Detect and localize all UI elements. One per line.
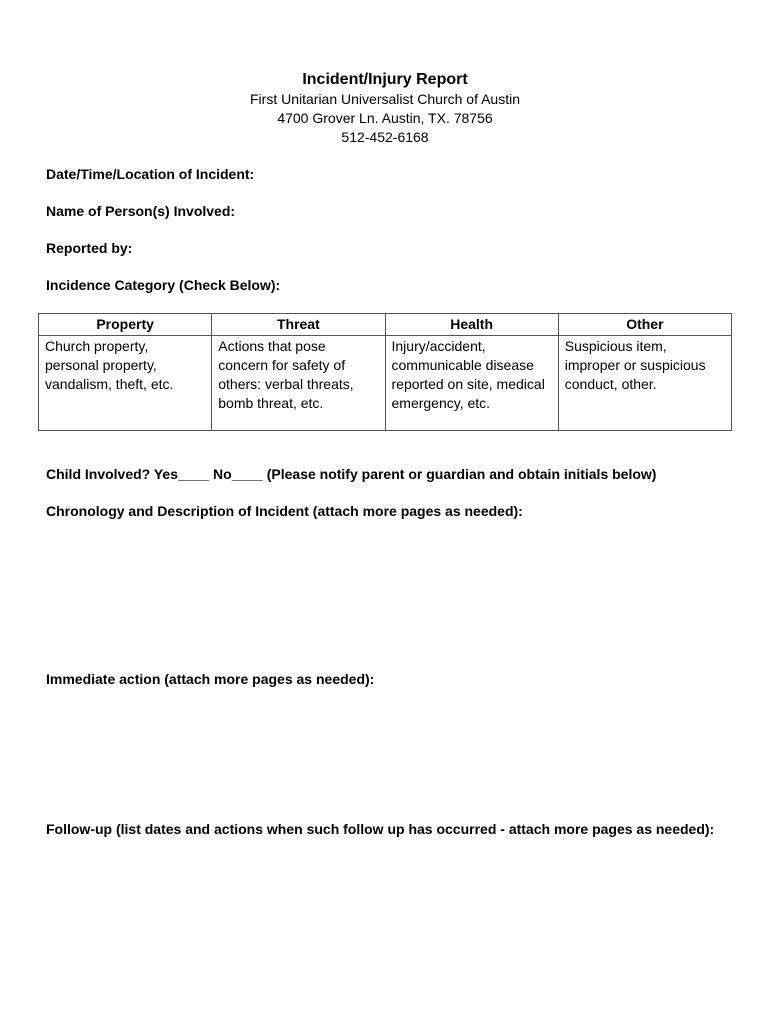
category-header-row: [39, 314, 732, 336]
follow-up-label: Follow-up (list dates and actions when such follow up has occurred - attach more pages as needed):: [46, 821, 715, 837]
category-desc-other: Suspicious item, improper or suspicious conduct, other.: [558, 336, 731, 431]
category-description-row: [39, 336, 732, 431]
category-header-other: Other: [558, 314, 731, 336]
church-address: 4700 Grover Ln. Austin, TX. 78756: [277, 110, 493, 126]
category-header-health: Health: [385, 314, 558, 336]
report-title: Incident/Injury Report: [302, 71, 468, 88]
category-header-property: Property: [39, 314, 212, 336]
persons-involved-label: Name of Person(s) Involved:: [46, 203, 236, 219]
category-desc-threat: Actions that pose concern for safety of others: verbal threats, bomb threat, etc.: [212, 336, 385, 431]
church-name: First Unitarian Universalist Church of Austin: [250, 91, 520, 107]
category-header-threat: Threat: [212, 314, 385, 336]
category-desc-health: Injury/accident, communicable disease reported on site, medical emergency, etc.: [385, 336, 558, 431]
reported-by-label: Reported by:: [46, 240, 133, 256]
immediate-action-label: Immediate action (attach more pages as needed):: [46, 671, 375, 687]
category-desc-property: Church property, personal property, vandalism, theft, etc.: [39, 336, 212, 431]
incidence-category-label: Incidence Category (Check Below):: [46, 277, 281, 293]
chronology-label: Chronology and Description of Incident (attach more pages as needed):: [46, 503, 523, 519]
church-phone: 512-452-6168: [341, 129, 429, 145]
child-involved-label: Child Involved? Yes____ No____ (Please notify parent or guardian and obtain initials below): [46, 466, 657, 482]
incident-category-table: [38, 313, 732, 431]
report-header: [0, 70, 770, 147]
date-time-location-label: Date/Time/Location of Incident:: [46, 166, 255, 182]
